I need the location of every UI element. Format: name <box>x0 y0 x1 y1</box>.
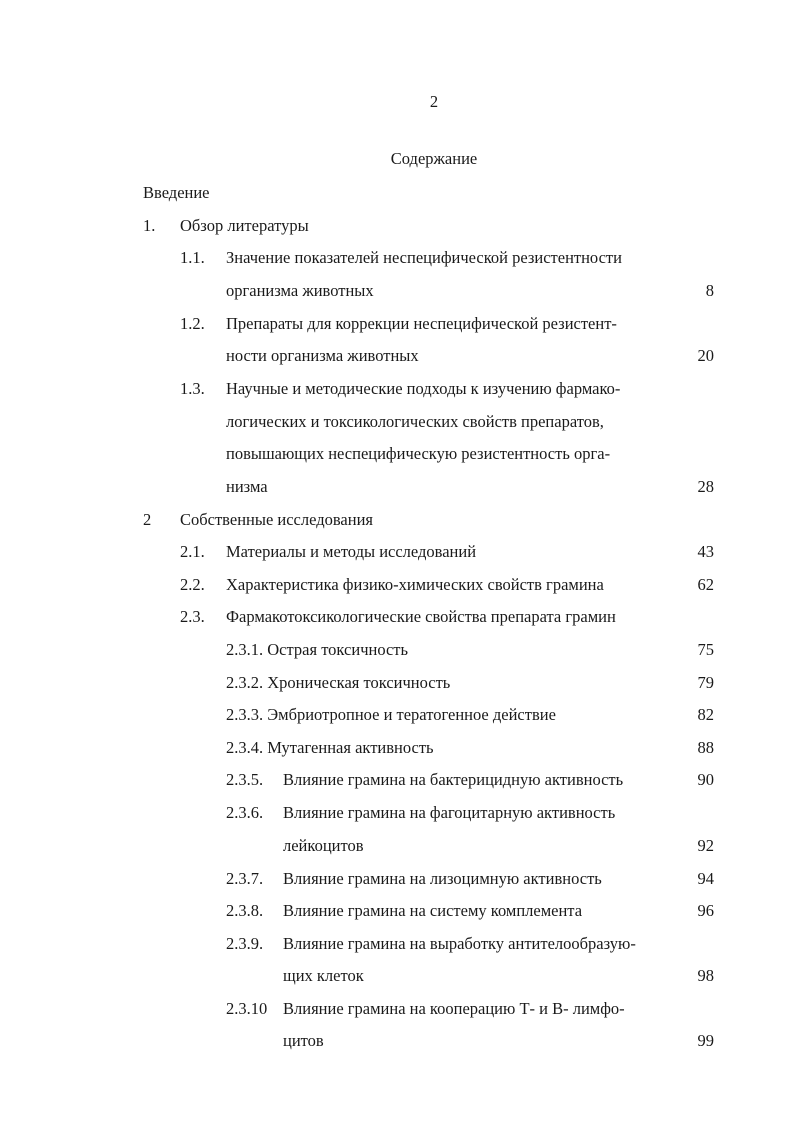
toc-item-2-1-page: 43 <box>697 542 714 561</box>
toc-item-1-3-text-cont-2: повышающих неспецифическую резистентность орга- <box>226 444 611 463</box>
toc-subitem-2-3-5-page: 90 <box>697 770 714 789</box>
toc-subitem-2-3-1-page: 75 <box>697 640 714 659</box>
toc-subitem-2-3-6-number: 2.3.6. <box>226 803 264 822</box>
toc-subitem-2-3-10-number: 2.3.10 <box>226 999 268 1018</box>
toc-item-1-3-page: 28 <box>697 477 714 496</box>
toc-item-1-2-number: 1.2. <box>180 314 205 333</box>
toc-subitem-2-3-6-text-cont: лейкоцитов <box>283 836 364 855</box>
toc-section-1-title: Обзор литературы <box>180 216 309 235</box>
toc-subitem-2-3-4-text: 2.3.4. Мутагенная активность <box>226 738 434 757</box>
toc-subitem-2-3-10-page: 99 <box>697 1031 714 1050</box>
toc-intro: Введение <box>143 183 210 202</box>
toc-item-1-1-page: 8 <box>705 281 714 300</box>
toc-item-2-3-number: 2.3. <box>180 607 205 626</box>
toc-subitem-2-3-7-text: Влияние грамина на лизоцимную активность <box>283 869 602 888</box>
toc-item-1-2-text: Препараты для коррекции неспецифической резистент- <box>226 314 617 333</box>
toc-subitem-2-3-8-text: Влияние грамина на систему комплемента <box>283 901 583 920</box>
toc-item-1-1-text: Значение показателей неспецифической резистентности <box>226 248 622 267</box>
toc-item-1-3-text-cont-1: логических и токсикологических свойств препаратов, <box>226 412 604 431</box>
toc-subitem-2-3-7-page: 94 <box>697 869 714 888</box>
toc-subitem-2-3-9-text: Влияние грамина на выработку антителообразую- <box>283 934 636 953</box>
toc-subitem-2-3-10-text-cont: цитов <box>283 1031 324 1050</box>
toc-section-2-number: 2 <box>143 510 152 529</box>
toc-subitem-2-3-7-number: 2.3.7. <box>226 869 264 888</box>
toc-section-1-number: 1. <box>143 216 156 235</box>
toc-subitem-2-3-5-number: 2.3.5. <box>226 770 264 789</box>
page-number: 2 <box>429 92 439 111</box>
toc-item-2-1-text: Материалы и методы исследований <box>226 542 477 561</box>
toc-item-1-3-text: Научные и методические подходы к изучению фармако- <box>226 379 621 398</box>
toc-subitem-2-3-2-page: 79 <box>697 673 714 692</box>
toc-item-2-3-text: Фармакотоксикологические свойства препарата грамин <box>226 607 616 626</box>
toc-item-1-3-text-cont-3: низма <box>226 477 268 496</box>
toc-item-2-2-number: 2.2. <box>180 575 205 594</box>
toc-item-1-1-text-cont: организма животных <box>226 281 374 300</box>
toc-subitem-2-3-2-text: 2.3.2. Хроническая токсичность <box>226 673 451 692</box>
toc-item-2-2-text: Характеристика физико-химических свойств грамина <box>226 575 604 594</box>
toc-subitem-2-3-6-page: 92 <box>697 836 714 855</box>
toc-subitem-2-3-10-text: Влияние грамина на кооперацию Т- и В- лимфо- <box>283 999 625 1018</box>
toc-subitem-2-3-3-text: 2.3.3. Эмбриотропное и тератогенное действие <box>226 705 556 724</box>
toc-subitem-2-3-9-text-cont: щих клеток <box>283 966 364 985</box>
toc-item-1-1-number: 1.1. <box>180 248 205 267</box>
toc-subitem-2-3-3-page: 82 <box>697 705 714 724</box>
toc-section-2-title: Собственные исследования <box>180 510 374 529</box>
toc-subitem-2-3-5-text: Влияние грамина на бактерицидную активность <box>283 770 624 789</box>
toc-subitem-2-3-8-page: 96 <box>697 901 714 920</box>
page-title: Содержание <box>390 149 478 168</box>
toc-subitem-2-3-8-number: 2.3.8. <box>226 901 264 920</box>
toc-item-2-2-page: 62 <box>697 575 714 594</box>
toc-item-1-2-page: 20 <box>697 346 714 365</box>
toc-subitem-2-3-6-text: Влияние грамина на фагоцитарную активность <box>283 803 616 822</box>
toc-subitem-2-3-9-page: 98 <box>697 966 714 985</box>
toc-subitem-2-3-9-number: 2.3.9. <box>226 934 264 953</box>
toc-item-1-3-number: 1.3. <box>180 379 205 398</box>
toc-subitem-2-3-1-text: 2.3.1. Острая токсичность <box>226 640 409 659</box>
toc-item-2-1-number: 2.1. <box>180 542 205 561</box>
toc-subitem-2-3-4-page: 88 <box>697 738 714 757</box>
toc-item-1-2-text-cont: ности организма животных <box>226 346 419 365</box>
